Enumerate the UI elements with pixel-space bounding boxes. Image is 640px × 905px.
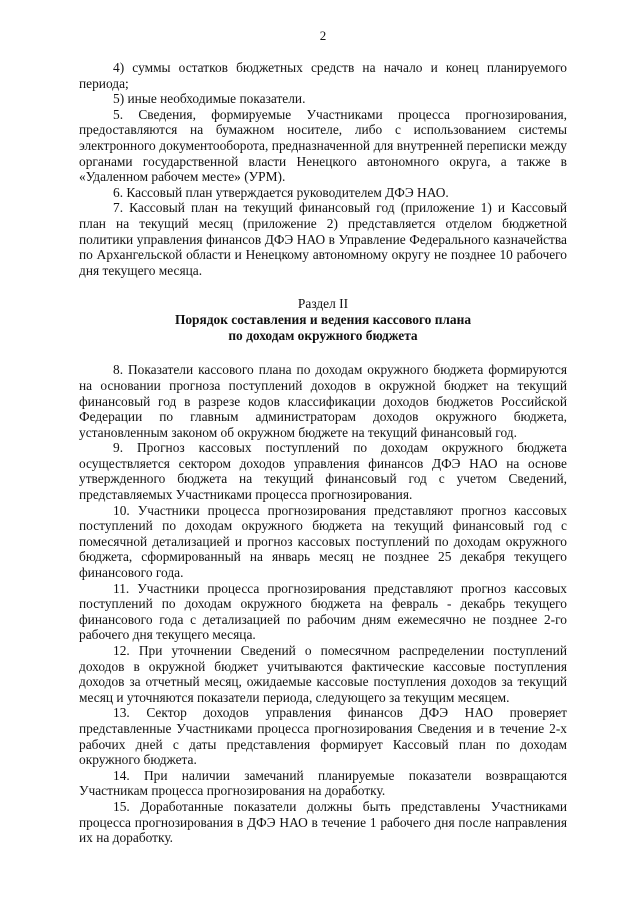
paragraph-clause-14: 14. При наличии замечаний планируемые показатели возвращаются Участникам процесса прогнозирования на доработку. <box>79 767 567 799</box>
section-label: Раздел II <box>297 296 349 312</box>
paragraph-clause-12: 12. При уточнении Сведений о помесячном распределении поступлений доходов в окружной бюджет учитываются фактические кассовые поступления доходов за отчетный месяц, ожидаемые кассовые поступления доходов за текущий месяц и уточняются показатели периода, следующего за текущим месяцем. <box>79 643 567 705</box>
page-number: 2 <box>319 28 327 43</box>
paragraph-clause-15: 15. Доработанные показатели должны быть представлены Участниками процесса прогнозирования в ДФЭ НАО в течение 1 рабочего дня после направления их на доработку. <box>79 798 567 846</box>
section-title-line-1: Порядок составления и ведения кассового плана <box>174 312 472 328</box>
paragraph-clause-6: 6. Кассовый план утверждается руководителем ДФЭ НАО. <box>113 184 449 200</box>
paragraph-clause-11: 11. Участники процесса прогнозирования представляют прогноз кассовых поступлений по доходам окружного бюджета на февраль - декабрь текущего финансового года с детализацией по рабочим дням ежемесячно не позднее 2-го рабочего дня текущего месяца. <box>79 580 567 643</box>
paragraph-clause-9: 9. Прогноз кассовых поступлений по доходам окружного бюджета осуществляется сектором доходов управления финансов ДФЭ НАО на основе утвержденного бюджета на текущий финансовый год с учетом Сведений, представляемых Участниками процесса прогнозирования. <box>79 440 567 503</box>
spacer <box>79 278 567 296</box>
document-page <box>79 28 567 846</box>
paragraph-item-5: 5) иные необходимые показатели. <box>113 91 306 107</box>
paragraph-clause-7: 7. Кассовый план на текущий финансовый год (приложение 1) и Кассовый план на текущий месяц (приложение 2) представляется отделом бюджетной политики управления финансов ДФЭ НАО в Управление Федерального казначейства по Архангельской области и Ненецкому автономному округу не позднее 10 рабочего дня текущего месяца. <box>79 200 567 278</box>
paragraph-clause-13: 13. Сектор доходов управления финансов ДФЭ НАО проверяет представленные Участниками процесса прогнозирования Сведения и в течение 2-х рабочих дней с даты представления формирует Кассовый план по доходам окружного бюджета. <box>79 705 567 768</box>
paragraph-clause-8: 8. Показатели кассового плана по доходам окружного бюджета формируются на основании прогноза поступлений доходов в окружной бюджет на текущий финансовый год в разрезе кодов классификации доходов бюджетов Российской Федерации по главным администраторам доходов окружного бюджета, установленным законом об окружном бюджете на текущий финансовый год. <box>79 362 567 440</box>
paragraph-clause-5: 5. Сведения, формируемые Участниками процесса прогнозирования, предоставляются на бумажном носителе, либо с использованием системы электронного документооборота, предназначенной для внутренней переписки между органами государственной власти Ненецкого автономного округа, а также в «Удаленном рабочем месте» (УРМ). <box>79 106 567 185</box>
paragraph-clause-10: 10. Участники процесса прогнозирования представляют прогноз кассовых поступлений по доходам окружного бюджета на текущий финансовый год с помесячной детализацией и прогноз кассовых поступлений по доходам окружного бюджета, сформированный на январь месяц не позднее 25 декабря текущего финансового года. <box>79 502 567 581</box>
spacer <box>79 344 567 362</box>
paragraph-item-4: 4) суммы остатков бюджетных средств на начало и конец планируемого периода; <box>79 60 567 91</box>
section-title-line-2: по доходам окружного бюджета <box>228 328 418 344</box>
